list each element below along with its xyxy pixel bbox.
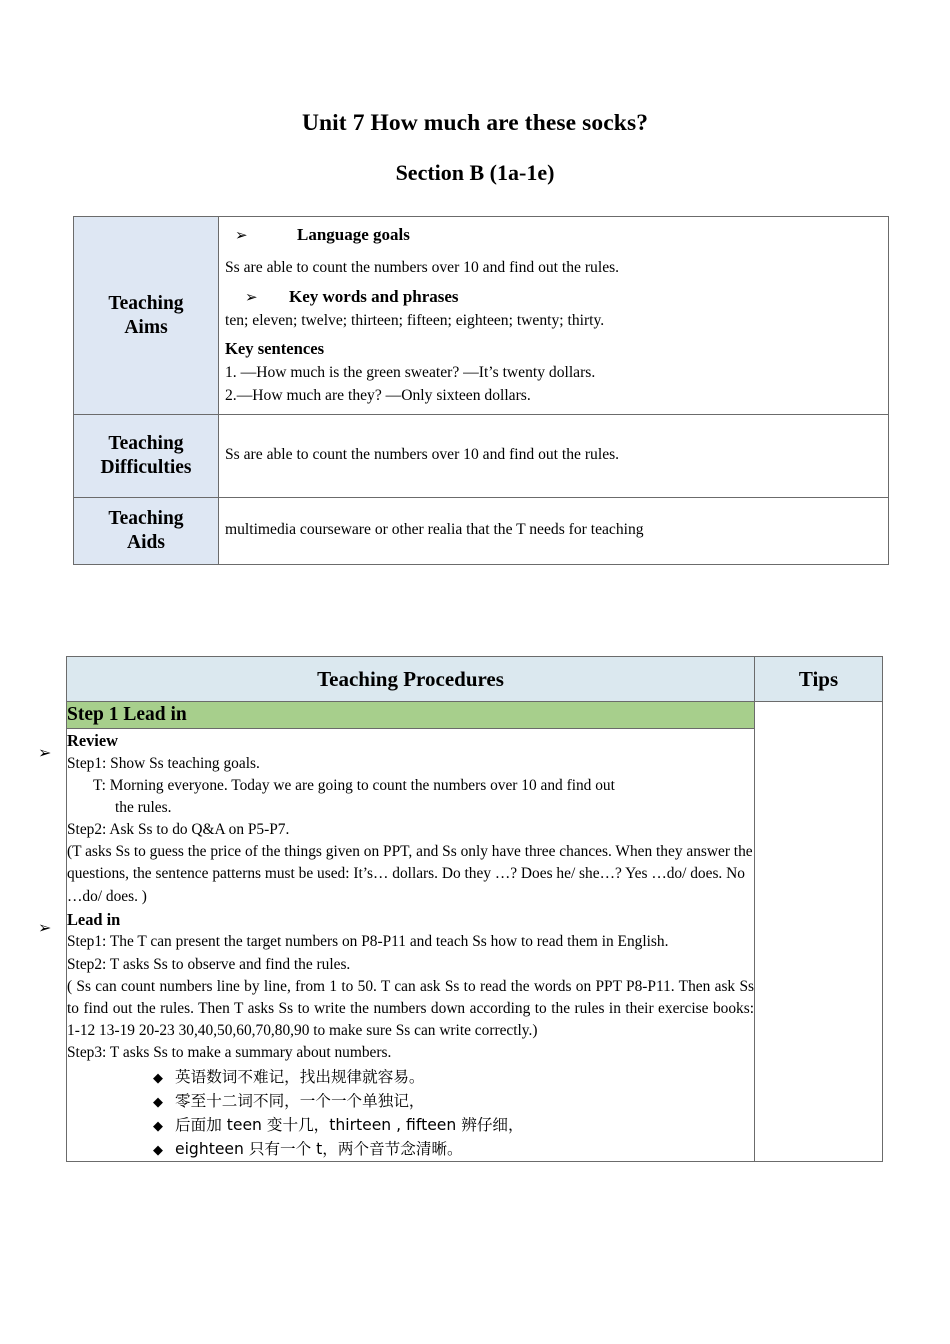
label-line-2: Difficulties [100,457,192,479]
review-step-1-teacher-line-cont: the rules. [115,798,172,816]
teaching-aims-table [73,216,889,565]
table-row-step-bar [67,702,883,729]
key-sentence-1: 1. —How much is the green sweater? —It’s twenty dollars. [225,364,596,382]
lead-in-step-1: Step1: The T can present the target numbers on P8-P11 and teach Ss how to read them in English. [67,933,669,951]
label-line-1: Teaching [108,292,184,314]
procedures-content-cell [67,729,755,1162]
arrow-bullet-icon: ➢ [235,228,248,244]
table-row-teaching-aims [74,217,889,415]
language-goals-heading-row [225,223,883,248]
diamond-bullet-icon: ◆ [153,1071,163,1087]
key-sentence-2: 2.—How much are they? —Only sixteen dollars. [225,387,531,405]
summary-bullet-text: 零至十二词不同，一个一个单独记， [175,1092,425,1111]
arrow-bullet-icon-lead-in: ➢ [38,918,52,937]
arrow-bullet-icon: ➢ [245,289,258,306]
table-row-teaching-aids [74,498,889,565]
label-line-2: Aims [124,316,168,338]
table-row-teaching-difficulties [74,415,889,498]
diamond-bullet-icon: ◆ [153,1095,163,1111]
lead-in-step-3: Step3: T asks Ss to make a summary about numbers. [67,1044,392,1062]
row-content-teaching-aids: multimedia courseware or other realia that the T needs for teaching [219,498,889,565]
diamond-bullet-icon: ◆ [153,1118,163,1134]
key-sentences-heading: Key sentences [225,338,325,358]
language-goals-text: Ss are able to count the numbers over 10 and find out the rules. [225,258,620,276]
label-line-1: Teaching [108,508,184,530]
key-words-text: ten; eleven; twelve; thirteen; fifteen; eighteen; twenty; thirty. [225,311,605,329]
page-subtitle: Section B (1a-1e) [395,159,555,185]
lead-in-heading: Lead in [67,909,121,929]
table-header-row [67,657,883,702]
teaching-procedures-table [66,656,883,1162]
review-step-2-note: (T asks Ss to guess the price of the things given on PPT, and Ss only have three chances. When they answer the questions, the sentence patterns must be used: It’s… dollars. Do they …? Does he/ she…? Yes …do/ does. No …do/ does. ) [67,843,753,905]
label-line-1: Teaching [108,433,184,455]
list-item [153,1090,754,1114]
summary-bullet-text: 后面加 teen 变十几，thirteen , fifteen 辨仔细， [175,1115,524,1134]
review-step-2: Step2: Ask Ss to do Q&A on P5-P7. [67,821,290,839]
review-step-1-teacher-line: T: Morning everyone. Today we are going to count the numbers over 10 and find out [93,776,615,794]
list-item [153,1066,754,1090]
summary-bullet-text: 英语数词不难记，找出规律就容易。 [175,1068,425,1087]
list-item [153,1114,754,1138]
list-item [153,1138,754,1162]
column-header-tips: Tips [755,657,883,702]
language-goals-heading: Language goals [297,225,410,244]
row-label-teaching-difficulties [74,415,219,498]
row-label-teaching-aims [74,217,219,415]
summary-bullet-list [67,1066,754,1161]
lead-in-step-2: Step2: T asks Ss to observe and find the rules. [67,955,351,973]
step-1-lead-in-bar: Step 1 Lead in [67,702,755,729]
lead-in-step-2-note: ( Ss can count numbers line by line, from 1 to 50. T can ask Ss to read the words on PPT P8-P11. Then ask Ss to find out the rules. Then T asks Ss to write the numbers down according to the rules in their exercise books: 1-12 13-19 20-23 30,40,50,60,70,80,90 to make sure Ss can write correctly.) [67,977,754,1040]
tips-cell[interactable] [755,702,883,1162]
column-header-procedures: Teaching Procedures [67,657,755,702]
key-words-heading: Key words and phrases [289,286,459,306]
arrow-bullet-icon-review: ➢ [38,743,52,762]
row-content-teaching-aims [219,217,889,415]
label-line-2: Aids [127,532,165,554]
summary-bullet-text: eighteen 只有一个 t，两个音节念清晰。 [175,1139,463,1158]
row-label-teaching-aids [74,498,219,565]
title-block [0,0,950,184]
review-heading: Review [67,731,118,750]
row-content-teaching-difficulties: Ss are able to count the numbers over 10 and find out the rules. [219,415,889,498]
review-step-1: Step1: Show Ss teaching goals. [67,754,260,772]
key-words-heading-row [225,285,883,310]
page-title: Unit 7 How much are these socks? [301,110,649,136]
diamond-bullet-icon: ◆ [153,1142,163,1158]
